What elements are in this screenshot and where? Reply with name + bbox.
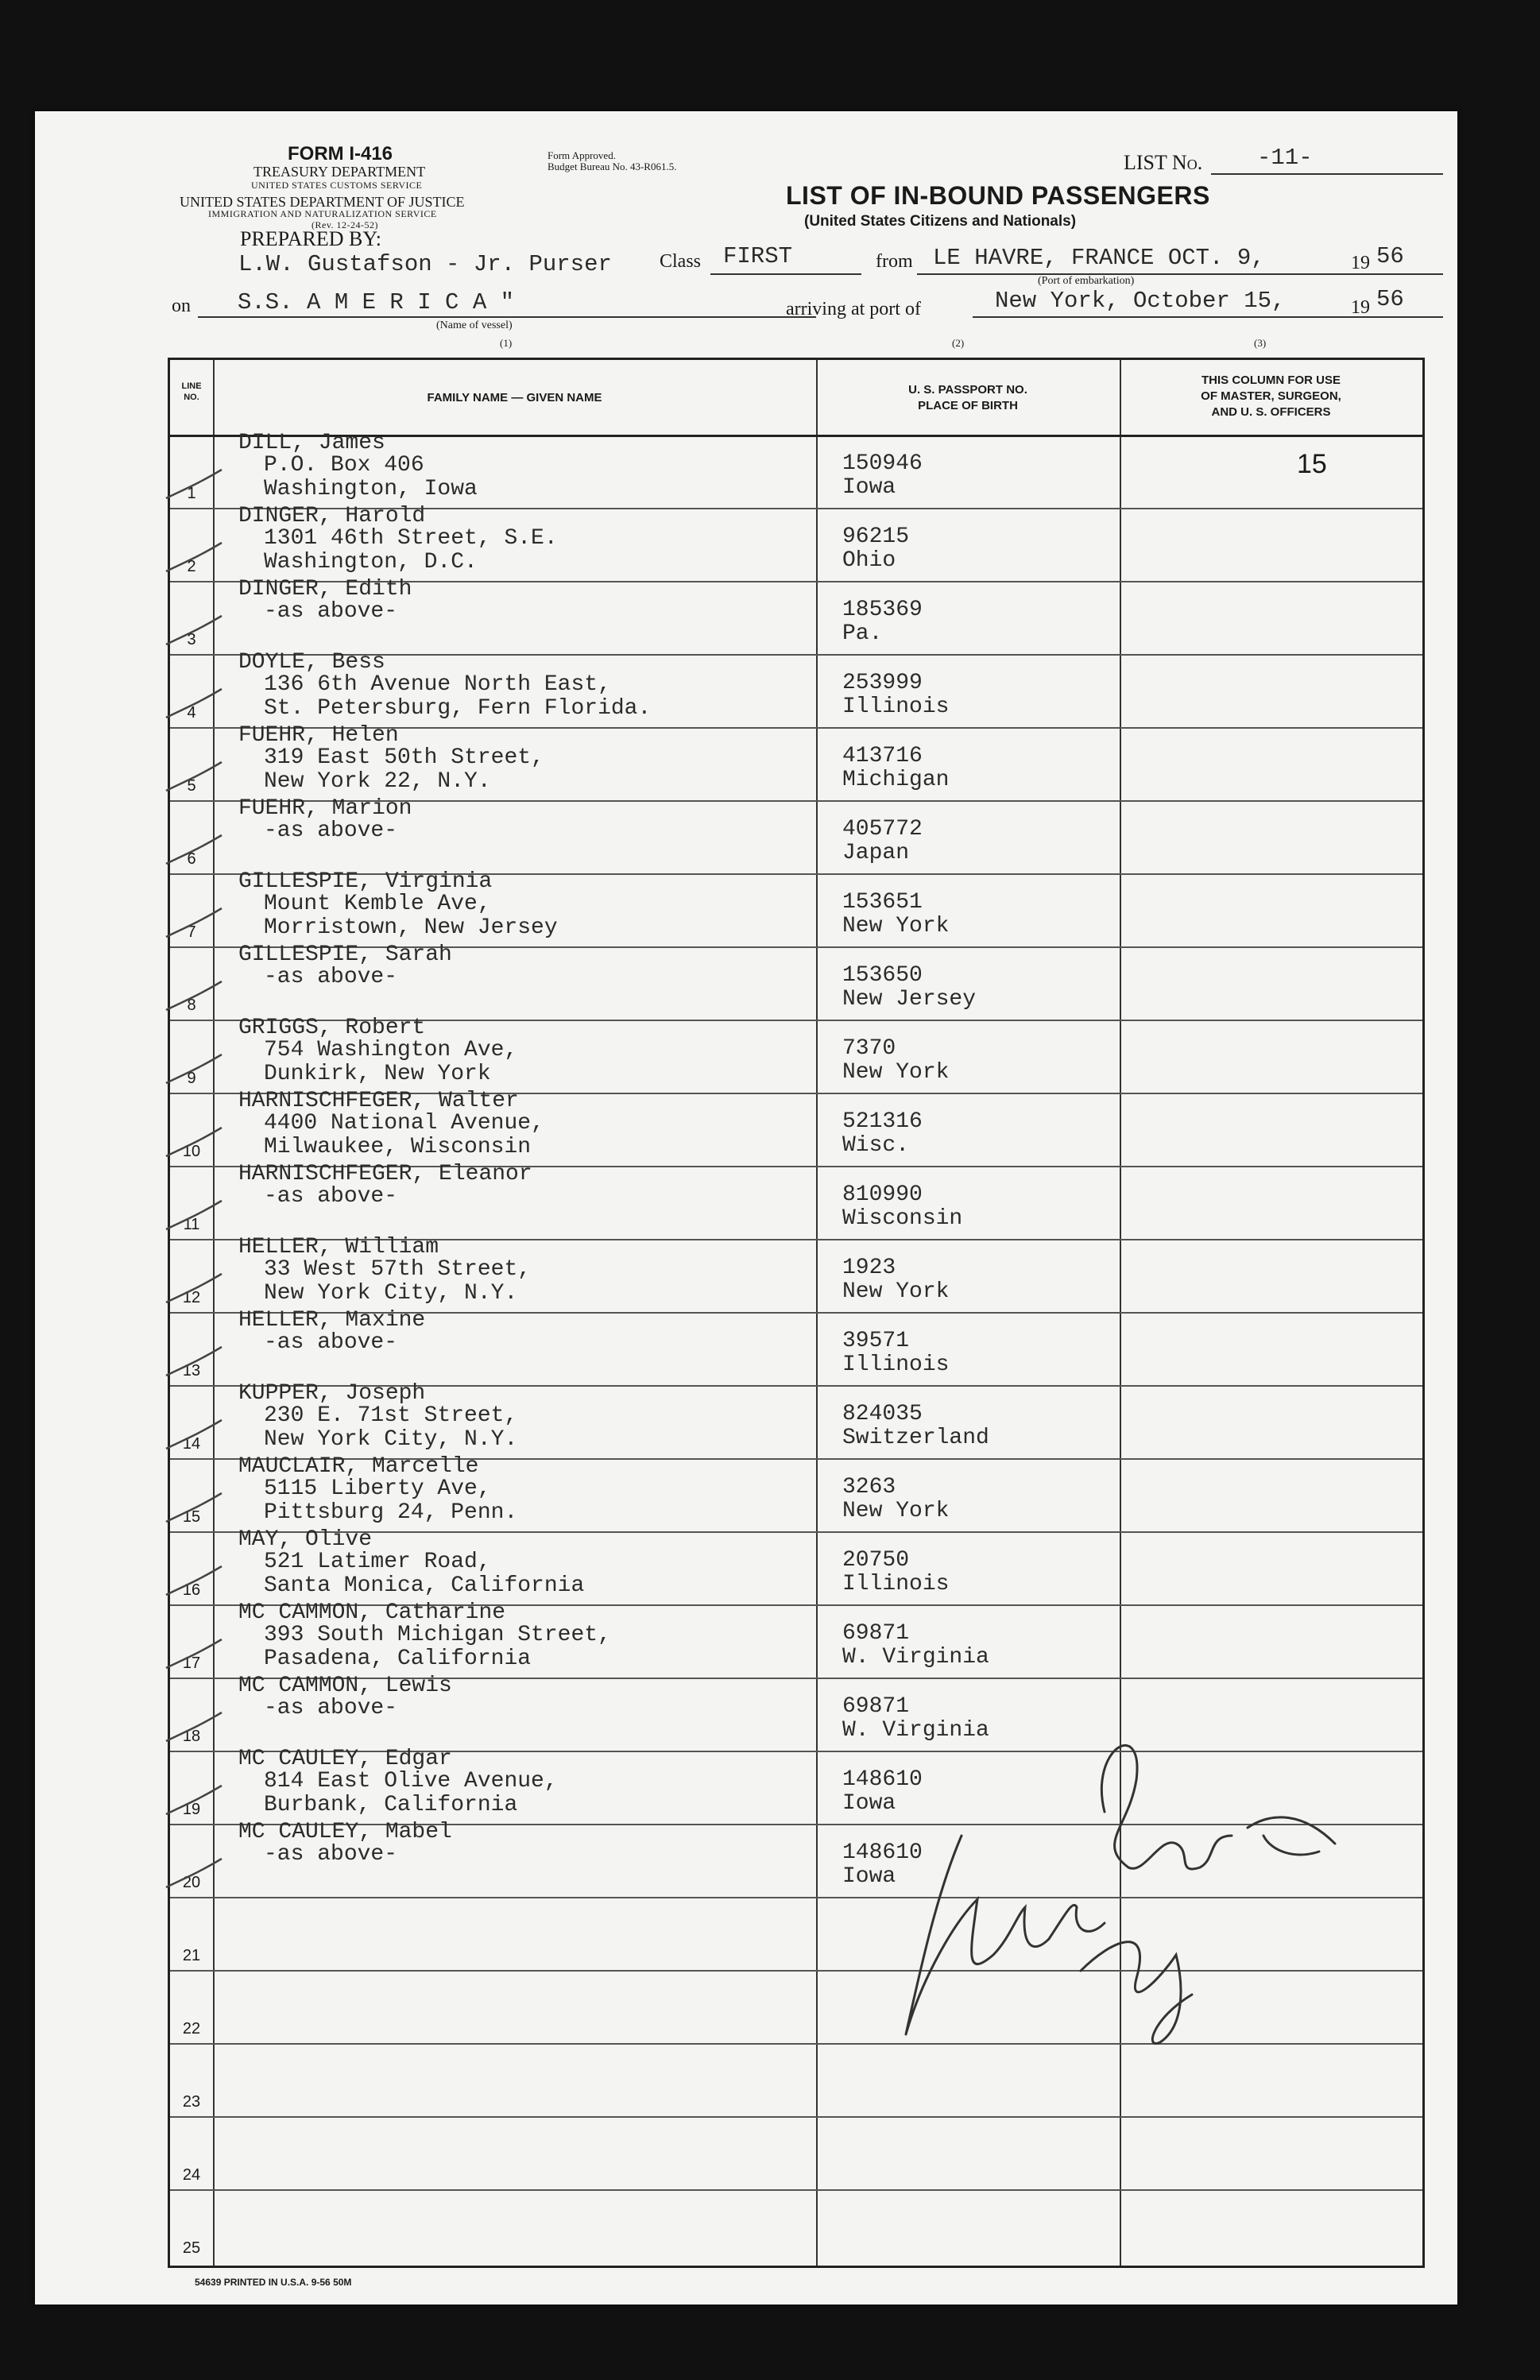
passenger-name: KUPPER, Joseph [238,1381,426,1406]
place-of-birth: Wisconsin [842,1206,963,1231]
table-row [170,431,1422,509]
line-number: 1 [187,485,196,502]
passenger-name: MAUCLAIR, Marcelle [238,1454,479,1479]
place-of-birth: Iowa [842,475,896,500]
from-line [917,273,1443,275]
address-line-1: 136 6th Avenue North East, [264,672,611,697]
passport-number: 39571 [842,1329,910,1353]
line-number: 7 [187,923,196,941]
address-line-2: Washington, D.C. [264,550,478,575]
passport-number: 1923 [842,1256,896,1280]
embarkation-caption: (Port of embarkation) [1038,275,1135,287]
address-line-1: 319 East 50th Street, [264,745,544,770]
ins-service: IMMIGRATION AND NATURALIZATION SERVICE [208,208,437,219]
line-number: 2 [187,558,196,575]
header-officers-line1: THIS COLUMN FOR USE [1201,373,1341,387]
from-value: LE HAVRE, FRANCE OCT. 9, [933,245,1265,271]
class-label: Class [660,251,702,272]
line-number: 16 [182,1581,201,1599]
arrival-year: 56 [1376,286,1404,312]
address-line-1: -as above- [264,1696,398,1720]
customs-service: UNITED STATES CUSTOMS SERVICE [251,180,423,191]
line-number: 19 [182,1801,201,1818]
arrival-value: New York, October 15, [995,288,1286,314]
officer-count: 15 [1297,449,1327,479]
check-mark-icon [162,1344,226,1382]
passport-number: 153650 [842,963,923,988]
check-mark-icon [162,1563,226,1601]
address-line-1: -as above- [264,1330,398,1355]
header-passport [816,382,1120,414]
address-line-2: Dunkirk, New York [264,1062,491,1086]
check-mark-icon [162,1051,226,1089]
on-label: on [172,296,191,316]
passport-number: 810990 [842,1182,923,1207]
header-passport-line1: U. S. PASSPORT NO. [908,383,1027,397]
check-mark-icon [162,466,226,505]
passenger-name: FUEHR, Marion [238,796,412,821]
line-number: 25 [182,2239,201,2257]
check-mark-icon [162,1636,226,1674]
address-line-2: Pittsburg 24, Penn. [264,1500,518,1525]
vessel-line [198,316,816,318]
place-of-birth: Illinois [842,1572,950,1596]
table-row [170,1454,1422,1533]
line-number: 3 [187,631,196,648]
header-officers-line3: AND U. S. OFFICERS [1211,405,1331,419]
passenger-name: MC CAMMON, Lewis [238,1674,452,1698]
check-mark-icon [162,759,226,797]
check-mark-icon [162,1124,226,1163]
line-number: 18 [182,1728,201,1745]
passenger-name: MC CAULEY, Mabel [238,1820,452,1844]
passenger-name: MC CAMMON, Catharine [238,1600,506,1625]
header-name: FAMILY NAME — GIVEN NAME [427,391,602,404]
arrival-year-prefix: 19 [1351,297,1370,318]
address-line-1: -as above- [264,818,398,843]
passenger-name: DILL, James [238,431,385,455]
check-mark-icon [162,686,226,724]
table-row [170,942,1422,1021]
table-row [170,1235,1422,1314]
passport-number: 96215 [842,524,910,549]
address-line-1: -as above- [264,599,398,624]
print-footer: 54639 PRINTED IN U.S.A. 9-56 50M [195,2277,352,2288]
passport-number: 521316 [842,1109,923,1134]
passport-number: 253999 [842,671,923,695]
revision-date: (Rev. 12-24-52) [311,219,379,230]
header-officers-line2: OF MASTER, SURGEON, [1201,389,1341,403]
place-of-birth: Wisc. [842,1133,910,1158]
vessel-caption: (Name of vessel) [436,319,513,331]
passenger-name: DOYLE, Bess [238,650,385,675]
class-line [710,273,861,275]
address-line-1: 393 South Michigan Street, [264,1623,611,1647]
line-number: 8 [187,997,196,1014]
form-title: LIST OF IN-BOUND PASSENGERS [786,181,1210,210]
check-mark-icon [162,978,226,1016]
address-line-1: 521 Latimer Road, [264,1550,491,1574]
table-row [170,1016,1422,1094]
column-ref-3: (3) [1254,337,1267,349]
line-number: 15 [182,1508,201,1526]
line-number: 23 [182,2093,201,2111]
passenger-name: DINGER, Edith [238,577,412,602]
address-line-1: 4400 National Avenue, [264,1111,544,1136]
place-of-birth: Illinois [842,695,950,719]
address-line-2: Morristown, New Jersey [264,915,558,940]
line-number: 4 [187,704,196,722]
place-of-birth: Ohio [842,548,896,573]
table-row [170,650,1422,729]
line-number: 14 [182,1435,201,1453]
passport-number: 148610 [842,1840,923,1865]
form-subtitle: (United States Citizens and Nationals) [804,213,1077,230]
passport-number: 185369 [842,598,923,622]
passport-number: 150946 [842,451,923,476]
line-number: 13 [182,1362,201,1380]
check-mark-icon [162,1490,226,1528]
line-number: 12 [182,1289,201,1306]
address-line-1: Mount Kemble Ave, [264,892,491,916]
line-number: 20 [182,1874,201,1891]
address-line-2: Pasadena, California [264,1647,532,1671]
form-approved: Form Approved. [548,149,616,161]
passenger-name: HARNISCHFEGER, Walter [238,1089,519,1113]
column-ref-1: (1) [500,337,513,349]
place-of-birth: Switzerland [842,1426,989,1450]
passenger-name: HELLER, William [238,1235,439,1260]
address-line-1: 33 West 57th Street, [264,1257,532,1282]
passenger-name: HELLER, Maxine [238,1308,426,1333]
table-row [170,504,1422,582]
line-number: 11 [183,1216,200,1233]
line-number: 21 [182,1947,201,1964]
header-line-no: LINE NO. [181,381,202,402]
passenger-name: FUEHR, Helen [238,723,399,748]
address-line-1: 1301 46th Street, S.E. [264,526,558,551]
check-mark-icon [162,1709,226,1747]
place-of-birth: Iowa [842,1864,896,1889]
handwritten-signature [890,1716,1367,2050]
place-of-birth: Pa. [842,621,883,646]
table-row [170,1600,1422,1679]
place-of-birth: New York [842,1060,950,1085]
table-header [170,360,1422,437]
prepared-by-label: PREPARED BY: [240,227,381,250]
line-number: 17 [182,1654,201,1672]
address-line-1: 230 E. 71st Street, [264,1403,518,1428]
line-number: 22 [182,2020,201,2038]
place-of-birth: W. Virginia [842,1718,989,1743]
treasury-dept: TREASURY DEPARTMENT [253,164,426,180]
from-year-prefix: 19 [1351,253,1370,273]
place-of-birth: New York [842,1279,950,1304]
check-mark-icon [162,1856,226,1894]
table-row [170,869,1422,948]
table-row [170,1089,1422,1167]
header-officers [1120,373,1422,420]
passenger-name: MAY, Olive [238,1527,373,1552]
arriving-label: arriving at port of [786,299,921,319]
passport-number: 69871 [842,1694,910,1719]
place-of-birth: Michigan [842,768,950,792]
passport-number: 405772 [842,817,923,842]
line-number: 9 [187,1070,196,1087]
justice-dept: UNITED STATES DEPARTMENT OF JUSTICE [180,194,465,210]
budget-bureau: Budget Bureau No. 43-R061.5. [548,161,677,172]
list-no-label: LIST No. [1124,151,1203,174]
passenger-name: GRIGGS, Robert [238,1016,426,1040]
arrival-line [973,316,1443,318]
table-row [170,1308,1422,1387]
check-mark-icon [162,613,226,651]
passport-number: 153651 [842,890,923,915]
check-mark-icon [162,1782,226,1821]
line-number: 6 [187,850,196,868]
line-number: 24 [182,2166,201,2184]
line-number: 10 [182,1143,201,1160]
from-year: 56 [1376,243,1404,269]
passport-number: 69871 [842,1621,910,1646]
address-line-2: St. Petersburg, Fern Florida. [264,696,652,721]
address-line-1: -as above- [264,965,398,989]
check-mark-icon [162,1271,226,1309]
passenger-name: GILLESPIE, Virginia [238,869,493,894]
place-of-birth: W. Virginia [842,1645,989,1670]
from-label: from [876,251,913,272]
list-no-value: -11- [1257,145,1313,171]
check-mark-icon [162,540,226,578]
place-of-birth: New York [842,1499,950,1523]
passport-number: 413716 [842,744,923,768]
check-mark-icon [162,905,226,943]
passport-number: 20750 [842,1548,910,1573]
table-row [170,1162,1422,1240]
check-mark-icon [162,832,226,870]
address-line-2: Santa Monica, California [264,1573,585,1598]
line-number: 5 [187,777,196,795]
address-line-2: Washington, Iowa [264,477,478,501]
passport-number: 824035 [842,1402,923,1426]
passenger-name: HARNISCHFEGER, Eleanor [238,1162,532,1186]
address-line-1: -as above- [264,1184,398,1209]
header-passport-line2: PLACE OF BIRTH [918,399,1018,412]
address-line-2: New York 22, N.Y. [264,769,491,794]
address-line-2: New York City, N.Y. [264,1427,518,1452]
place-of-birth: New York [842,914,950,938]
prepared-by-value: L.W. Gustafson - Jr. Purser [238,251,612,277]
address-line-1: 5115 Liberty Ave, [264,1476,491,1501]
passport-number: 7370 [842,1036,896,1061]
form-number: FORM I-416 [288,143,393,164]
address-line-2: New York City, N.Y. [264,1281,518,1306]
passport-number: 148610 [842,1767,923,1792]
table-row [170,1527,1422,1606]
place-of-birth: Illinois [842,1353,950,1377]
place-of-birth: New Jersey [842,987,977,1012]
passenger-name: GILLESPIE, Sarah [238,942,452,967]
address-line-1: 754 Washington Ave, [264,1038,518,1062]
table-row [170,2043,1422,2118]
address-line-1: P.O. Box 406 [264,453,424,478]
table-row [170,2189,1422,2262]
address-line-1: 814 East Olive Avenue, [264,1769,558,1794]
class-value: FIRST [723,243,793,269]
table-row [170,577,1422,656]
passenger-name: MC CAULEY, Edgar [238,1747,452,1771]
column-ref-2: (2) [952,337,965,349]
address-line-1: -as above- [264,1842,398,1867]
table-row [170,723,1422,802]
vessel-name: S.S. A M E R I C A " [238,289,515,315]
passenger-name: DINGER, Harold [238,504,426,528]
place-of-birth: Iowa [842,1791,896,1816]
table-row [170,1381,1422,1460]
check-mark-icon [162,1417,226,1455]
address-line-2: Burbank, California [264,1793,518,1817]
address-line-2: Milwaukee, Wisconsin [264,1135,532,1159]
passport-number: 3263 [842,1475,896,1500]
list-no-line [1211,173,1443,175]
table-row [170,2116,1422,2191]
check-mark-icon [162,1198,226,1236]
place-of-birth: Japan [842,841,910,865]
table-row [170,796,1422,875]
